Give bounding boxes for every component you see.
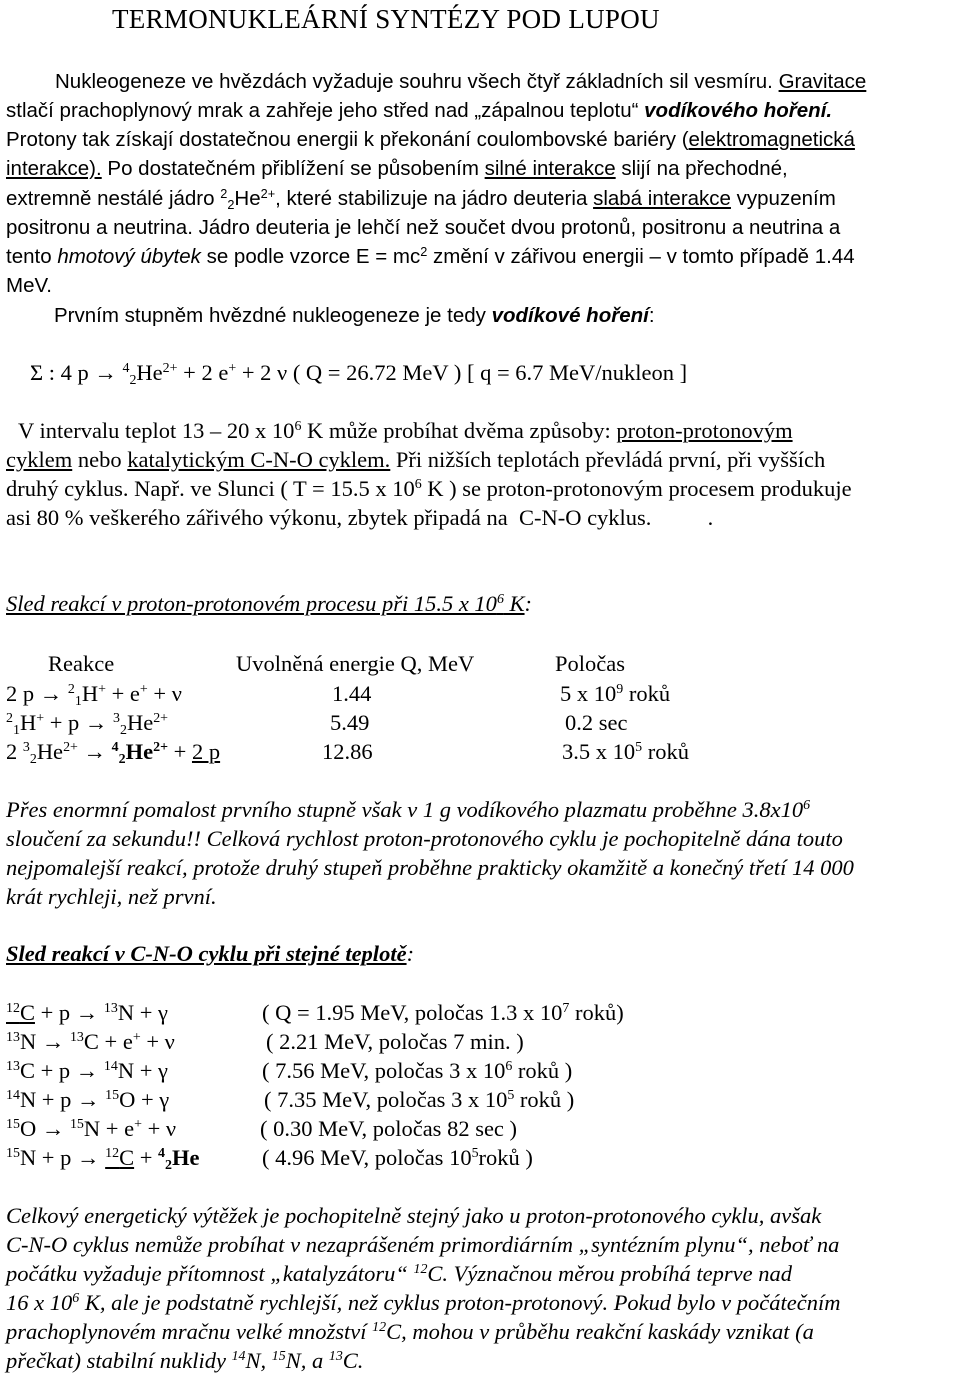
pp-reaction-3: 2 $^3_2He^{2+} \to ^4_2He^{2+} + 2$ p [6,739,221,768]
cno-detail-1: ( Q = 1.95 MeV, poločas 1.3 x $10^7$ roků) [262,1000,624,1025]
cno-reaction-6: $^{15}$N + p → $^{12}$C + $^4_2$He [6,1145,200,1174]
cno-heading [6,941,414,967]
sum-equation: Σ : 4 $p \to ^4_2He^{2+} + 2$ e+ + 2 ν ( Q = 26.72 MeV ) [ q = 6.7 MeV/nukleon ] [30,360,688,389]
intro-line-8: MeV. [6,274,52,297]
cno-note-text: C, mohou v průběhu reakční kaskády vznikat (a [386,1319,814,1344]
arrow-icon: → [77,1087,100,1112]
link-gravitace[interactable]: Gravitace [778,70,867,93]
cno-detail-4: ( 7.35 MeV, poločas 3 x $10^5$ roků ) [264,1087,575,1112]
intro-emphasis: vodíkové hoření [491,304,649,327]
cno-note-line-5: prachoplynovém mračnu velké množství $^{12}$C, mohou v průběhu reakční kaskády vznikat (a [6,1319,814,1344]
intro-text: tento [6,245,52,268]
intro-text: změní v zářivou energii – v tomto případě 1.44 [427,245,855,268]
intro-text: Po dostatečném přiblížení se působením [101,157,479,180]
pp-heading-text: Sled reakcí v proton-protonovém procesu při 15.5 x $10^6$ K [6,591,525,616]
link-silne-interakce[interactable]: silné interakce [484,157,616,180]
arrow-icon: → [84,710,108,735]
cno-note-line-4: 16 x $10^6$ K, ale je podstatně rychlejší, než cyklus proton-protonový. Pokud bylo v počátečním [6,1290,841,1315]
cno-reaction-1: $^{12}$C + p → $^{13}$N + γ [6,1000,168,1025]
cno-note-text: prachoplynovém mračnu velké množství [6,1319,367,1344]
intro-text: extremně nestálé jádro [6,187,215,210]
intro-text: , které stabilizuje na jádro deuteria [275,187,588,210]
arrow-icon: → [94,360,117,385]
cno-note-text: N, [245,1348,267,1373]
interval-text: druhý cyklus. Např. ve Slunci ( T = 15.5 x 10 [6,476,415,501]
link-proton-protonovym[interactable]: proton-protonovým [616,418,793,443]
cno-detail-3: ( 7.56 MeV, poločas 3 x $10^6$ roků ) [262,1058,573,1083]
arrow-icon: → [75,1058,99,1083]
cno-reaction-4: $^{14}$N + p → $^{15}$O + γ [6,1087,170,1112]
intro-text: Protony tak získají dostatečnou energii k překonání coulombovské bariéry ( [6,128,689,151]
link-elektromagneticka[interactable]: elektromagnetická [688,128,855,151]
pp-halflife-3: 3.5 x $10^5$ roků [562,739,689,764]
intro-text: se podle vzorce E = mc [200,245,421,268]
pp-header-reaction: Reakce [48,651,115,676]
interval-text: V intervalu teplot 13 – 20 x 10 [18,418,295,443]
cno-reaction-3: $^{13}$C + p → $^{14}$N + γ [6,1058,168,1083]
intro-line-3 [6,128,855,152]
pp-halflife-1: 5 x $10^9$ roků [560,681,671,706]
pp-reaction-1: 2 p → $^2_1$H+ + e+ + ν [6,681,182,710]
arrow-icon: → [75,1000,99,1025]
cno-reaction-2: $^{13}$N → $^{13}$C + e+ + ν [6,1029,175,1054]
pp-note-line-2: sloučení za sekundu!! Celková rychlost proton-protonového cyklu je pochopitelně dána touto [6,826,843,851]
eq-text: + 2 e [177,360,229,385]
cno-heading-text: Sled reakcí v C-N-O cyklu při stejné teplotě [6,941,407,966]
pp-energy-2: 5.49 [330,710,370,735]
helium-symbol: He [234,187,261,210]
intro-text: stlačí prachoplynový mrak a zahřeje jeho střed nad „zápalnou teplotu“ [6,99,639,122]
eq-text: + 2 ν ( Q = 26.72 MeV ) [ q = 6.7 MeV/nukleon ] [236,360,688,385]
eq-text: Σ : 4 p [30,360,89,385]
link-slaba-interakce[interactable]: slabá interakce [593,187,731,210]
pp-heading-colon: : [524,591,533,616]
helium-symbol: He [136,360,163,385]
arrow-icon: → [41,1116,65,1141]
arrow-icon: → [83,739,107,764]
cno-note-line-1: Celkový energetický výtěžek je pochopitelně stejný jako u proton-protonového cyklu, avšak [6,1203,822,1228]
intro-line-4 [6,157,788,181]
cno-note-line-3: počátku vyžaduje přítomnost „katalyzátoru“ $^{12}$C. Význačnou měrou probíhá teprve nad [6,1261,792,1286]
interval-line-2 [6,447,825,473]
cno-note-line-6: přečkat) stabilní nuklidy $^{14}$N, $^{15}$N, a $^{13}$C. [6,1348,364,1373]
pp-heading [6,591,532,617]
cno-note-text: C. Význačnou měrou probíhá teprve nad [427,1261,792,1286]
link-cno-cyklem[interactable]: katalytickým C-N-O cyklem. [127,447,391,472]
intro-text: Jádro deuteria je lehčí než součet dvou protonů, positronu a neutrina a [192,216,841,239]
pp-note-line-4: krát rychleji, než první. [6,884,217,909]
cno-note-text: K, ale je podstatně rychlejší, než cyklus proton-protonový. Pokud bylo v počátečním [79,1290,841,1315]
cno-detail-5: ( 0.30 MeV, poločas 82 sec ) [260,1116,518,1141]
cno-note-line-2: C-N-O cyklus nemůže probíhat v nezaprášeném primordiárním „syntézním plynu“, neboť na [6,1232,840,1257]
intro-text: Nukleogeneze ve hvězdách vyžaduje souhru všech čtyř základních sil vesmíru. [55,70,773,93]
intro-text: vypuzením [730,187,836,210]
pp-halflife-2: 0.2 sec [565,710,628,735]
cno-detail-6: ( 4.96 MeV, poločas $10^5roků$ ) [262,1145,533,1170]
pp-header-halflife: Poločas [555,651,625,676]
pp-note-line-1: Přes enormní pomalost prvního stupně však v 1 g vodíkového plazmatu proběhne $3.8x10^6$ [6,797,811,822]
intro-line-5: extremně nestálé jádro $^2_2He^{2+}$, které stabilizuje na jádro deuteria slabá interakce vypuzením [6,186,836,212]
cno-note-text: přečkat) stabilní nuklidy [6,1348,226,1373]
pp-note-text: Přes enormní pomalost prvního stupně však v 1 g vodíkového plazmatu proběhne 3.8x10 [6,797,804,822]
intro-line-6 [6,216,840,240]
cno-note-text: N, a [285,1348,324,1373]
cno-heading-colon: : [406,941,415,966]
intro-text: : [648,304,655,327]
page-title: TERMONUKLEÁRNÍ SYNTÉZY POD LUPOU [112,4,660,34]
cno-reaction-5: $^{15}$O → $^{15}$N + e+ + ν [6,1116,177,1141]
pp-energy-1: 1.44 [332,681,372,706]
intro-text: positronu a neutrina. [6,216,193,239]
intro-line-7: tento hmotový úbytek se podle vzorce $E = mc^2$ změní v zářivou energii – v tomto případě 1.44 [6,244,855,268]
intro-text: Prvním stupněm hvězdné nukleogeneze je tedy [54,304,486,327]
interval-text: K může probíhat dvěma způsoby: [301,418,611,443]
intro-line-9 [54,304,655,328]
interval-text: Při nižších teplotách převládá první, při vyšších [390,447,826,472]
pp-note-line-3: nejpomalejší reakcí, protože druhý stupeň proběhne prakticky okamžitě a konečný třetí 14 000 [6,855,854,880]
intro-emphasis: hmotový úbytek [57,245,201,268]
interval-line-1: V intervalu teplot 13 – 20 x $10^6$ K může probíhat dvěma způsoby: proton-protonovým [18,418,793,443]
pp-energy-3: 12.86 [322,739,373,764]
interval-text: nebo [72,447,122,472]
intro-emphasis: vodíkového hoření. [644,99,833,122]
cno-detail-2: ( 2.21 MeV, poločas 7 min. ) [266,1029,524,1054]
arrow-icon: → [39,681,63,706]
intro-text: slijí na přechodné, [615,157,788,180]
arrow-icon: → [41,1029,65,1054]
interval-line-4: asi 80 % veškerého zářivého výkonu, zbytek připadá na C-N-O cyklus. . [6,505,714,530]
arrow-icon: → [77,1145,100,1170]
pp-header-energy: Uvolněná energie Q, MeV [236,651,475,676]
cno-note-text: 16 x 10 [6,1290,73,1315]
intro-line-1 [55,70,866,94]
link-interakce[interactable]: interakce). [6,157,102,180]
pp-reaction-2: $^2_1H^+ + p \to ^3_2He^{2+}$ [6,710,169,739]
cno-note-text: počátku vyžaduje přítomnost „katalyzátoru“ [6,1261,408,1286]
intro-line-2 [6,99,832,123]
interval-text: K ) se proton-protonovým procesem produkuje [421,476,852,501]
cno-note-text: C. [342,1348,364,1373]
interval-line-3: druhý cyklus. Např. ve Slunci ( T = 15.5 x $10^6$ K ) se proton-protonovým procesem produkuje [6,476,852,501]
link-cyklem[interactable]: cyklem [6,447,73,472]
